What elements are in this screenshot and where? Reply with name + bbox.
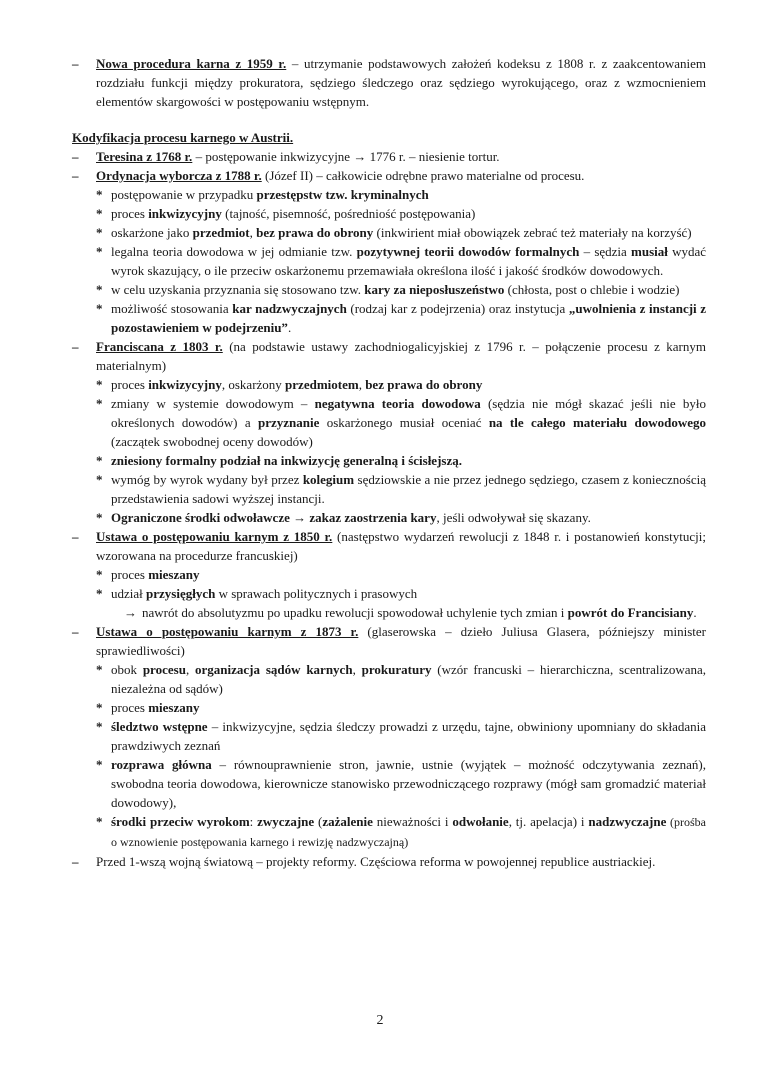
text: sędziowskie a nie przez jednego sędziego, czasem z koniecznością przedstawienia sadowi wyższej instancji. <box>111 472 706 506</box>
ustawa1873-title: Ustawa o postępowaniu karnym z 1873 r. <box>96 624 359 639</box>
ordynacja-bullet <box>72 280 706 299</box>
bullet-star: * <box>96 225 103 240</box>
bold-text: zwyczajne <box>257 814 315 829</box>
bold-text: inkwizycyjny <box>148 206 222 221</box>
text: (zaczątek swobodnej oceny dowodów) <box>111 434 313 449</box>
text: . <box>287 320 292 335</box>
text: nawrót do absolutyzmu po upadku rewolucji spowodował uchylenie tych zmian i <box>142 605 568 620</box>
bullet-star: * <box>96 586 103 601</box>
bullet-star: * <box>96 187 103 202</box>
ordynacja-text: (Józef II) – całkowicie odrębne prawo materialne od procesu. <box>261 168 585 183</box>
bullet-star: * <box>96 510 103 525</box>
bold-text: śledztwo wstępne <box>111 719 208 734</box>
bold-text: nadzwyczajne <box>588 814 667 829</box>
franciscana-bullet <box>72 508 706 527</box>
bold-text: „uwolnienia z instancji z pozostawieniem w podejrzeniu” <box>111 301 707 335</box>
franciscana-bullet <box>72 451 706 470</box>
text: (chłosta, post o chlebie i wodzie) <box>504 282 680 297</box>
ustawa1850-title: Ustawa o postępowaniu karnym z 1850 r. <box>96 529 333 544</box>
text: (tajność, pisemność, pośredniość postępowania) <box>221 206 476 221</box>
dash-marker: – <box>72 149 79 164</box>
ordynacja-bullet <box>72 299 706 337</box>
ordynacja-bullet <box>72 223 706 242</box>
bold-text: musiał <box>631 244 668 259</box>
bold-text: organizacja sądów karnych <box>195 662 353 677</box>
text: proces <box>111 377 149 392</box>
ustawa1873-text: (glaserowska – dzieło Juliusa Glasera, późniejszy minister sprawiedliwości) <box>96 624 706 658</box>
ordynacja-bullet <box>72 242 706 280</box>
text: – sędzia <box>579 244 632 259</box>
dash-marker: – <box>72 624 79 639</box>
text: , <box>249 225 257 240</box>
bold-text: kolegium <box>302 472 355 487</box>
text: legalna teoria dowodowa w jej odmianie tzw. <box>111 244 357 259</box>
text: : <box>249 814 258 829</box>
teresina-title: Teresina z 1768 r. <box>96 149 193 164</box>
text: oskarżonego musiał oceniać <box>319 415 489 430</box>
text: proces <box>111 700 149 715</box>
bold-text: na tle całego materiału dowodowego <box>488 415 706 430</box>
dash-marker: – <box>72 339 79 354</box>
dash-marker: – <box>72 854 79 869</box>
bold-text: kary za nieposłuszeństwo <box>364 282 505 297</box>
bullet-star: * <box>96 757 103 772</box>
ustawa1850-item <box>72 527 706 565</box>
text: (prośba o wznowienie postępowania karnego i rewizję nadzwyczajną) <box>111 815 706 849</box>
bold-text: mieszany <box>148 700 200 715</box>
bold-text: bez prawa do obrony <box>256 225 374 240</box>
bold-text: przyznanie <box>257 415 320 430</box>
bullet-star: * <box>96 662 103 677</box>
ustawa1873-bullet <box>72 812 706 852</box>
final-text: Przed 1-wszą wojną światową – projekty reformy. Częściowa reforma w powojennej republice austriackiej. <box>96 854 656 869</box>
franciscana-text: (na podstawie ustawy zachodniogalicyjskiej z 1796 r. – połączenie procesu z karnym materialnym) <box>96 339 706 373</box>
text: , <box>185 662 196 677</box>
bullet-star: * <box>96 700 103 715</box>
text: (wzór francuski – hierarchiczna, scentralizowana, niezależna od sądów) <box>111 662 707 696</box>
text: , tj. apelacja) i <box>508 814 589 829</box>
bold-text: kar nadzwyczajnych <box>232 301 347 316</box>
bold-text: środki przeciw wyrokom <box>111 814 250 829</box>
ordynacja-bullet <box>72 204 706 223</box>
dash-marker: – <box>72 529 79 544</box>
ustawa1873-bullet <box>72 717 706 755</box>
text: zmiany w systemie dowodowym – <box>111 396 315 411</box>
bullet-star: * <box>96 244 103 259</box>
text: , <box>352 662 362 677</box>
bold-text: pozytywnej teorii dowodów formalnych <box>356 244 580 259</box>
text: udział <box>111 586 147 601</box>
text: , <box>358 377 366 392</box>
ordynacja-bullet <box>72 185 706 204</box>
text: postępowanie w przypadku <box>111 187 257 202</box>
intro-item <box>72 54 706 111</box>
bullet-star: * <box>96 472 103 487</box>
intro-title: Nowa procedura karna z 1959 r. <box>96 56 287 71</box>
arrow-right-icon: → <box>124 605 137 620</box>
text: – równouprawnienie stron, jawnie, ustnie (wyjątek – możność odczytywania zeznań), swobodna teoria dowodowa, kierownicze stanowisko przewodniczącego rozprawy (mógł sam gromadzić materiał dowodowy), <box>111 757 706 810</box>
text: oskarżone jako <box>111 225 193 240</box>
ustawa1873-item <box>72 622 706 660</box>
bullet-star: * <box>96 453 103 468</box>
bold-text: przestępstw tzw. kryminalnych <box>256 187 429 202</box>
text: obok <box>111 662 143 677</box>
text: → <box>289 510 310 525</box>
franciscana-title: Franciscana z 1803 r. <box>96 339 223 354</box>
franciscana-bullet <box>72 375 706 394</box>
ustawa1850-bullet <box>72 565 706 584</box>
text: możliwość stosowania <box>111 301 233 316</box>
ustawa1850-text: (następstwo wydarzeń rewolucji z 1848 r. i postanowień konstytucji; wzorowana na procedurze francuskiej) <box>96 529 706 563</box>
final-item <box>72 852 706 871</box>
teresina-text: – postępowanie inkwizycyjne → 1776 r. – niesienie tortur. <box>192 149 500 164</box>
bold-text: przedmiot <box>192 225 250 240</box>
text: w sprawach politycznych i prasowych <box>215 586 418 601</box>
intro-text: – utrzymanie podstawowych założeń kodeksu z 1808 r. z zaakcentowaniem rozdziału funkcji między prokuratora, sędziego śledczego oraz sędziego wyrokującego, oraz z wzmocnieniem elementów skargowości w postępowaniu wstępnym. <box>96 56 707 109</box>
ustawa1873-bullet <box>72 755 706 812</box>
bold-text: inkwizycyjny <box>148 377 222 392</box>
bold-text: procesu <box>142 662 186 677</box>
bold-text: prokuratury <box>361 662 432 677</box>
franciscana-bullet <box>72 470 706 508</box>
dash-marker: – <box>72 168 79 183</box>
page-number: 2 <box>376 1013 384 1028</box>
text: w celu uzyskania przyznania się stosowano tzw. <box>111 282 365 297</box>
ustawa1850-arrow-note <box>72 603 706 622</box>
bold-text: przysięgłych <box>146 586 216 601</box>
text: , oskarżony <box>221 377 286 392</box>
text: (inkwirient miał obowiązek zebrać też materiały na korzyść) <box>373 225 692 240</box>
section-heading: Kodyfikacja procesu karnego w Austrii. <box>72 130 294 145</box>
bold-text: mieszany <box>148 567 200 582</box>
bullet-star: * <box>96 719 103 734</box>
bullet-star: * <box>96 567 103 582</box>
bullet-star: * <box>96 396 103 411</box>
text: nieważności i <box>372 814 453 829</box>
bullet-star: * <box>96 301 103 316</box>
franciscana-item <box>72 337 706 375</box>
bold-text: zniesiony formalny podział na inkwizycję generalną i ścisłejszą. <box>111 453 462 468</box>
text: wydać wyrok skazujący, o ile przeciw oskarżonemu przemawiała określona ilość i jakość środków dowodowych. <box>111 244 706 278</box>
text: ( <box>314 814 323 829</box>
text: proces <box>111 206 149 221</box>
teresina-item <box>72 147 706 166</box>
bold-text: negatywna teoria dowodowa <box>314 396 481 411</box>
bold-text: zakaz zaostrzenia kary <box>309 510 437 525</box>
document-page <box>72 54 706 871</box>
ustawa1873-bullet <box>72 698 706 717</box>
bold-text: powrót do Francisiany <box>567 605 694 620</box>
text: – inkwizycyjne, sędzia śledczy prowadzi z urzędu, tajne, obwiniony upomniany do składania prawdziwych zeznań <box>111 719 706 753</box>
franciscana-bullet <box>72 394 706 451</box>
dash-marker: – <box>72 56 79 71</box>
bold-text: odwołanie <box>452 814 509 829</box>
bullet-star: * <box>96 814 103 829</box>
bold-text: bez prawa do obrony <box>365 377 483 392</box>
text: (sędzia nie mógł skazać jeśli nie było określonych dowodów) a <box>111 396 706 430</box>
text: wymóg by wyrok wydany był przez <box>111 472 303 487</box>
ordynacja-item <box>72 166 706 185</box>
text: proces <box>111 567 149 582</box>
bullet-star: * <box>96 282 103 297</box>
bullet-star: * <box>96 377 103 392</box>
text: , jeśli odwoływał się skazany. <box>436 510 591 525</box>
bold-text: rozprawa główna <box>111 757 212 772</box>
bold-text: przedmiotem <box>285 377 359 392</box>
bullet-star: * <box>96 206 103 221</box>
text: (rodzaj kar z podejrzenia) oraz instytucja <box>346 301 569 316</box>
ustawa1873-bullet <box>72 660 706 698</box>
bold-text: zażalenie <box>322 814 373 829</box>
ustawa1850-bullet <box>72 584 706 603</box>
text: . <box>693 605 697 620</box>
bold-text: Ograniczone środki odwoławcze <box>111 510 290 525</box>
ordynacja-title: Ordynacja wyborcza z 1788 r. <box>96 168 262 183</box>
